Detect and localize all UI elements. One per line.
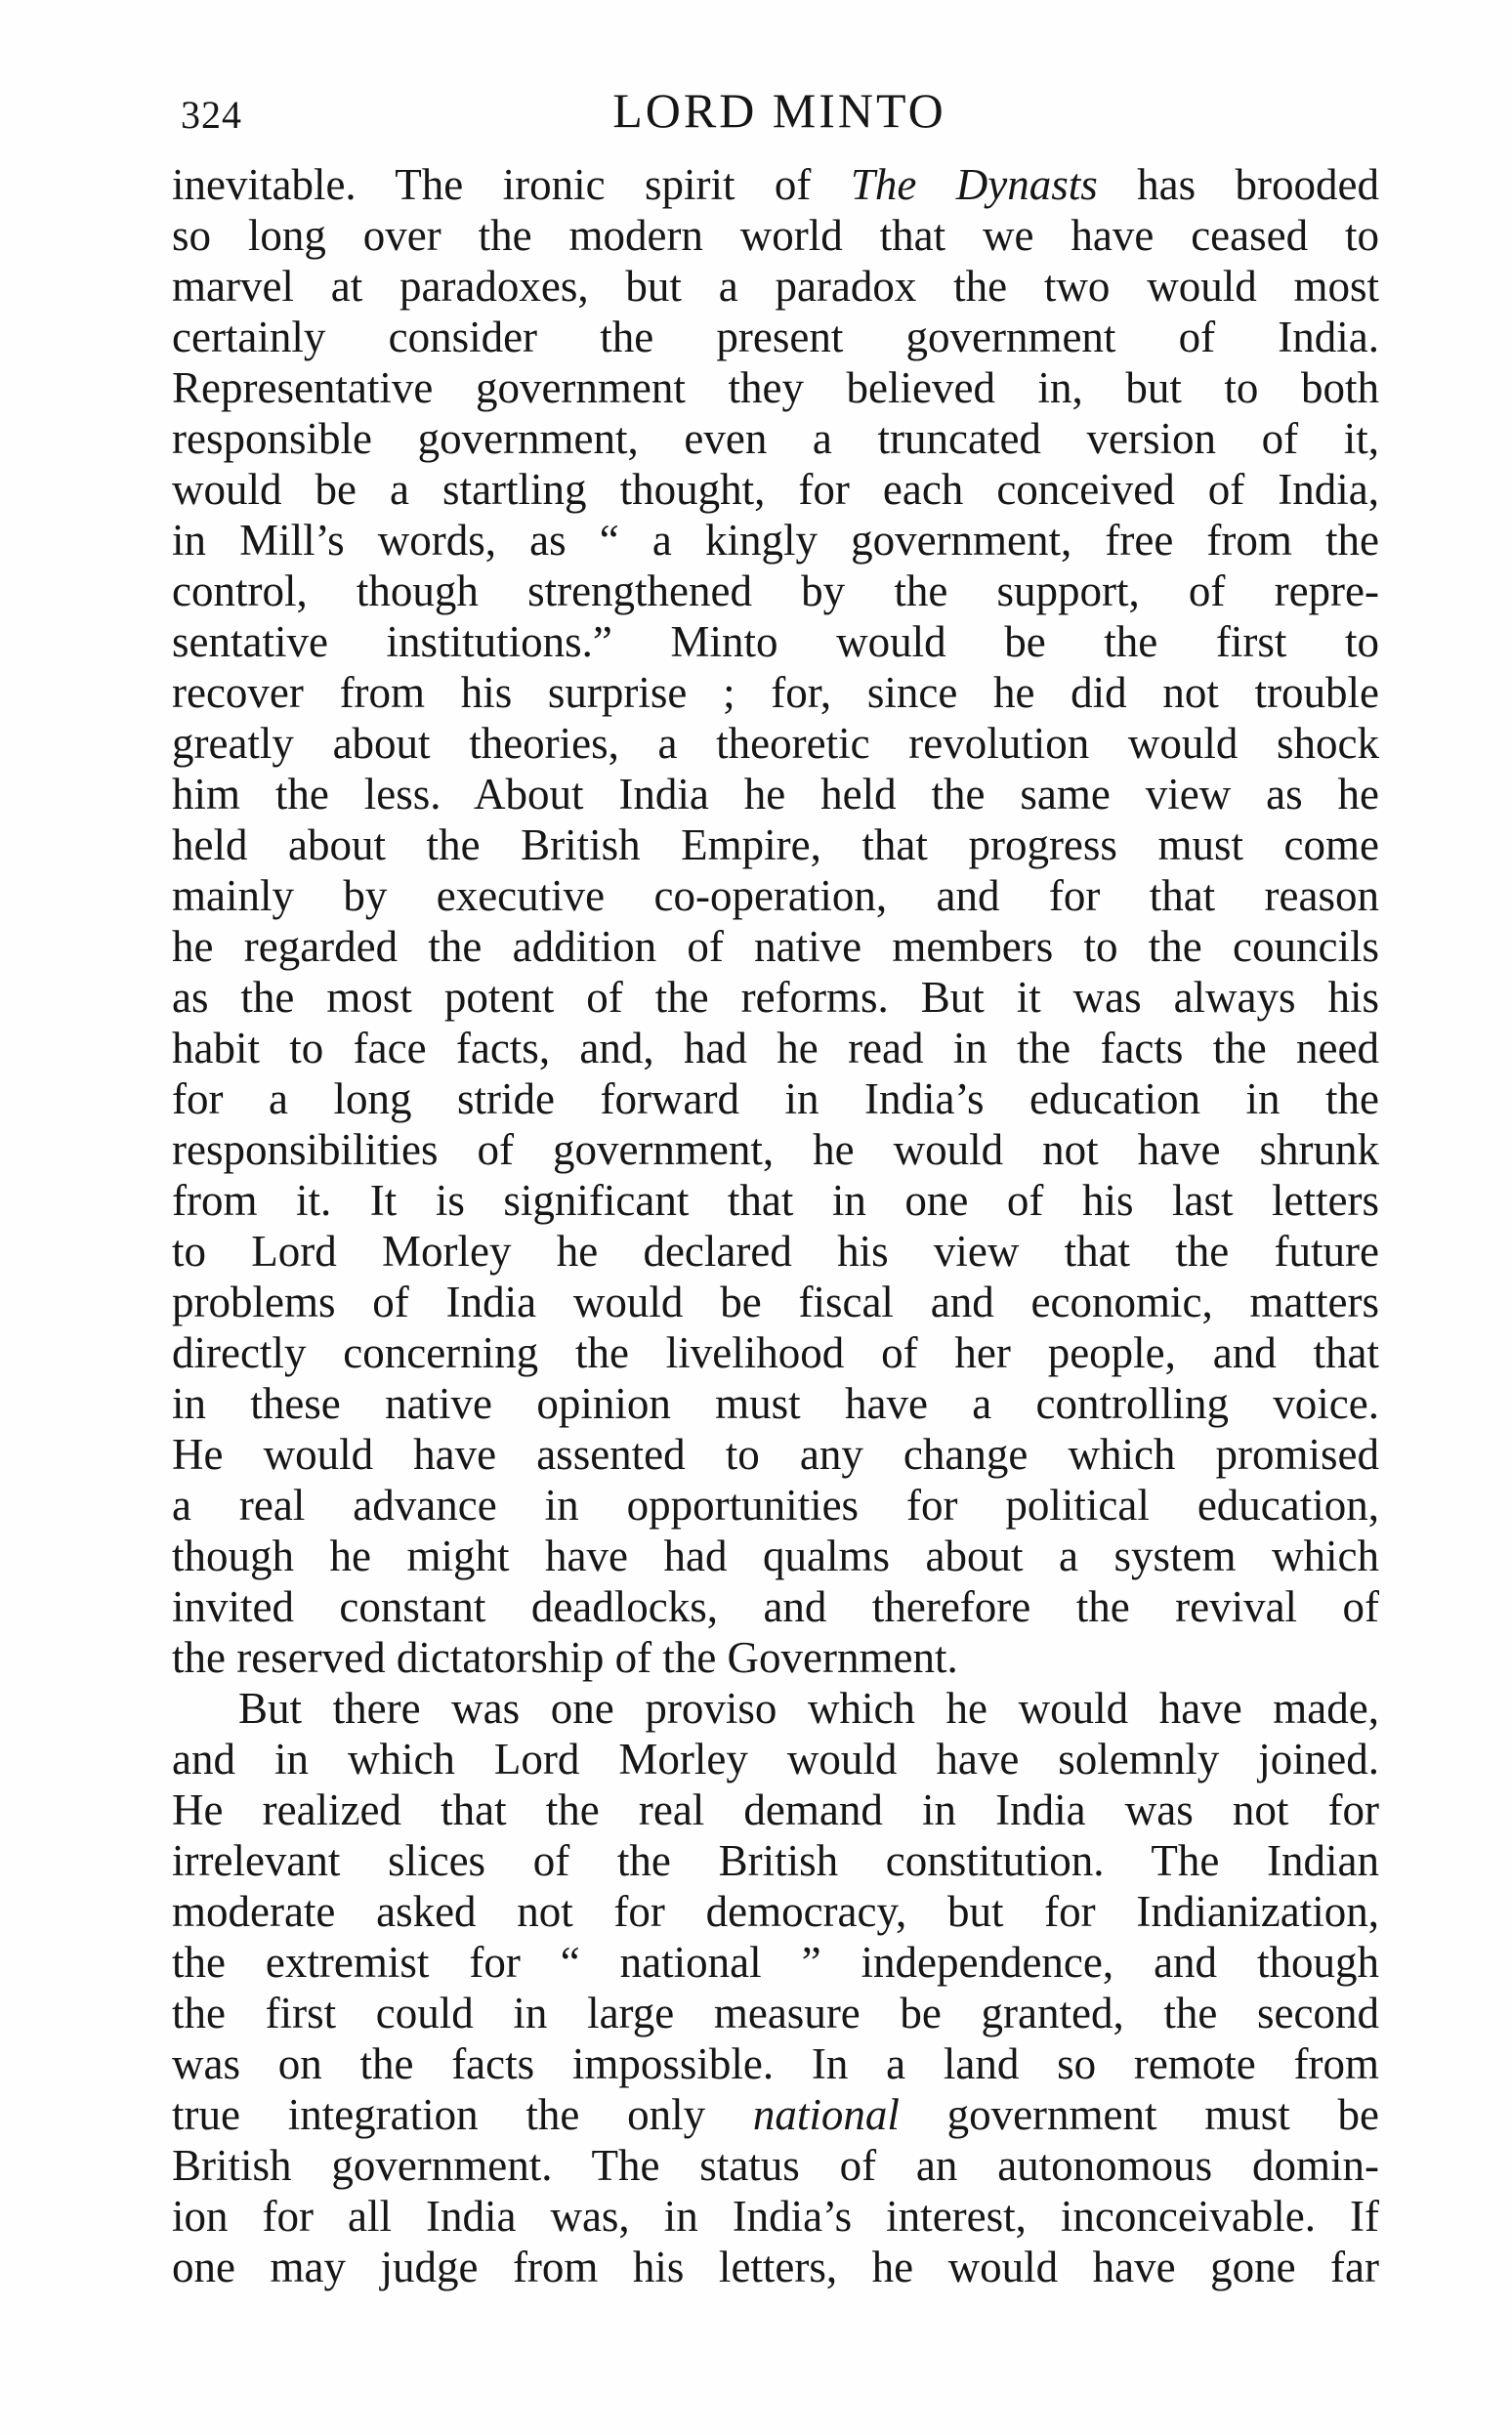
text-line: invited constant deadlocks, and therefore the revival of [172,1582,1379,1631]
running-head [181,82,1378,141]
text-line: a real advance in opportunities for political education, [172,1481,1379,1530]
text-line: held about the British Empire, that progress must come [172,820,1379,869]
text-line: him the less. About India he held the same view as he [172,770,1379,819]
text-line: the extremist for “ national ” independence, and though [172,1938,1379,1987]
text-line: certainly consider the present government of India. [172,313,1379,361]
text-line: and in which Lord Morley would have solemnly joined. [172,1735,1379,1784]
text-line: marvel at paradoxes, but a paradox the two would most [172,262,1379,311]
running-title: LORD MINTO [612,83,946,138]
text-line: was on the facts impossible. In a land so remote from [172,2039,1379,2088]
text-line: Representative government they believed in, but to both [172,363,1379,412]
text-line: directly concerning the livelihood of her people, and that [172,1328,1379,1377]
text-line: the first could in large measure be granted, the second [172,1989,1379,2037]
text-line: would be a startling thought, for each conceived of India, [172,465,1379,514]
text-line: He realized that the real demand in India was not for [172,1785,1379,1834]
text-line: to Lord Morley he declared his view that the future [172,1227,1379,1276]
italic-word: national [752,2090,900,2139]
text-line: in these native opinion must have a controlling voice. [172,1379,1379,1428]
text-line: responsible government, even a truncated version of it, [172,414,1379,463]
text-line: control, though strengthened by the support, of repre- [172,567,1379,615]
text-line: inevitable. The ironic spirit of The Dynasts has brooded [172,160,1379,209]
text-line: though he might have had qualms about a system which [172,1532,1379,1580]
text-line: recover from his surprise ; for, since he did not trouble [172,668,1379,717]
text-line: greatly about theories, a theoretic revolution would shock [172,719,1379,768]
text-line: mainly by executive co-operation, and for that reason [172,871,1379,920]
text-line: ion for all India was, in India’s interest, inconceivable. If [172,2192,1379,2241]
paragraph-end-line: the reserved dictatorship of the Government. [172,1633,958,1682]
text-line: He would have assented to any change which promised [172,1430,1379,1479]
text-line: for a long stride forward in India’s education in the [172,1074,1379,1123]
text-line: he regarded the addition of native members to the councils [172,922,1379,971]
body-text [172,159,1379,2292]
text-line: as the most potent of the reforms. But it was always his [172,973,1379,1022]
text-line: true integration the only national government must be [172,2090,1379,2139]
text-line: responsibilities of government, he would not have shrunk [172,1125,1379,1174]
italic-title: The Dynasts [850,160,1098,209]
text-line: irrelevant slices of the British constitution. The Indian [172,1836,1379,1885]
text-line: so long over the modern world that we have ceased to [172,211,1379,260]
text-line: from it. It is significant that in one of his last letters [172,1176,1379,1225]
text-line: moderate asked not for democracy, but for Indianization, [172,1887,1379,1936]
text-line: habit to face facts, and, had he read in the facts the need [172,1024,1379,1072]
page-number: 324 [181,93,242,137]
text-line: sentative institutions.” Minto would be the first to [172,617,1379,666]
text-line: problems of India would be fiscal and economic, matters [172,1278,1379,1326]
paragraph-start-line: But there was one proviso which he would have made, [238,1684,1379,1733]
text-line: in Mill’s words, as “ a kingly government, free from the [172,516,1379,565]
text-line: one may judge from his letters, he would have gone far [172,2243,1379,2291]
text-line: British government. The status of an autonomous domin- [172,2141,1379,2190]
